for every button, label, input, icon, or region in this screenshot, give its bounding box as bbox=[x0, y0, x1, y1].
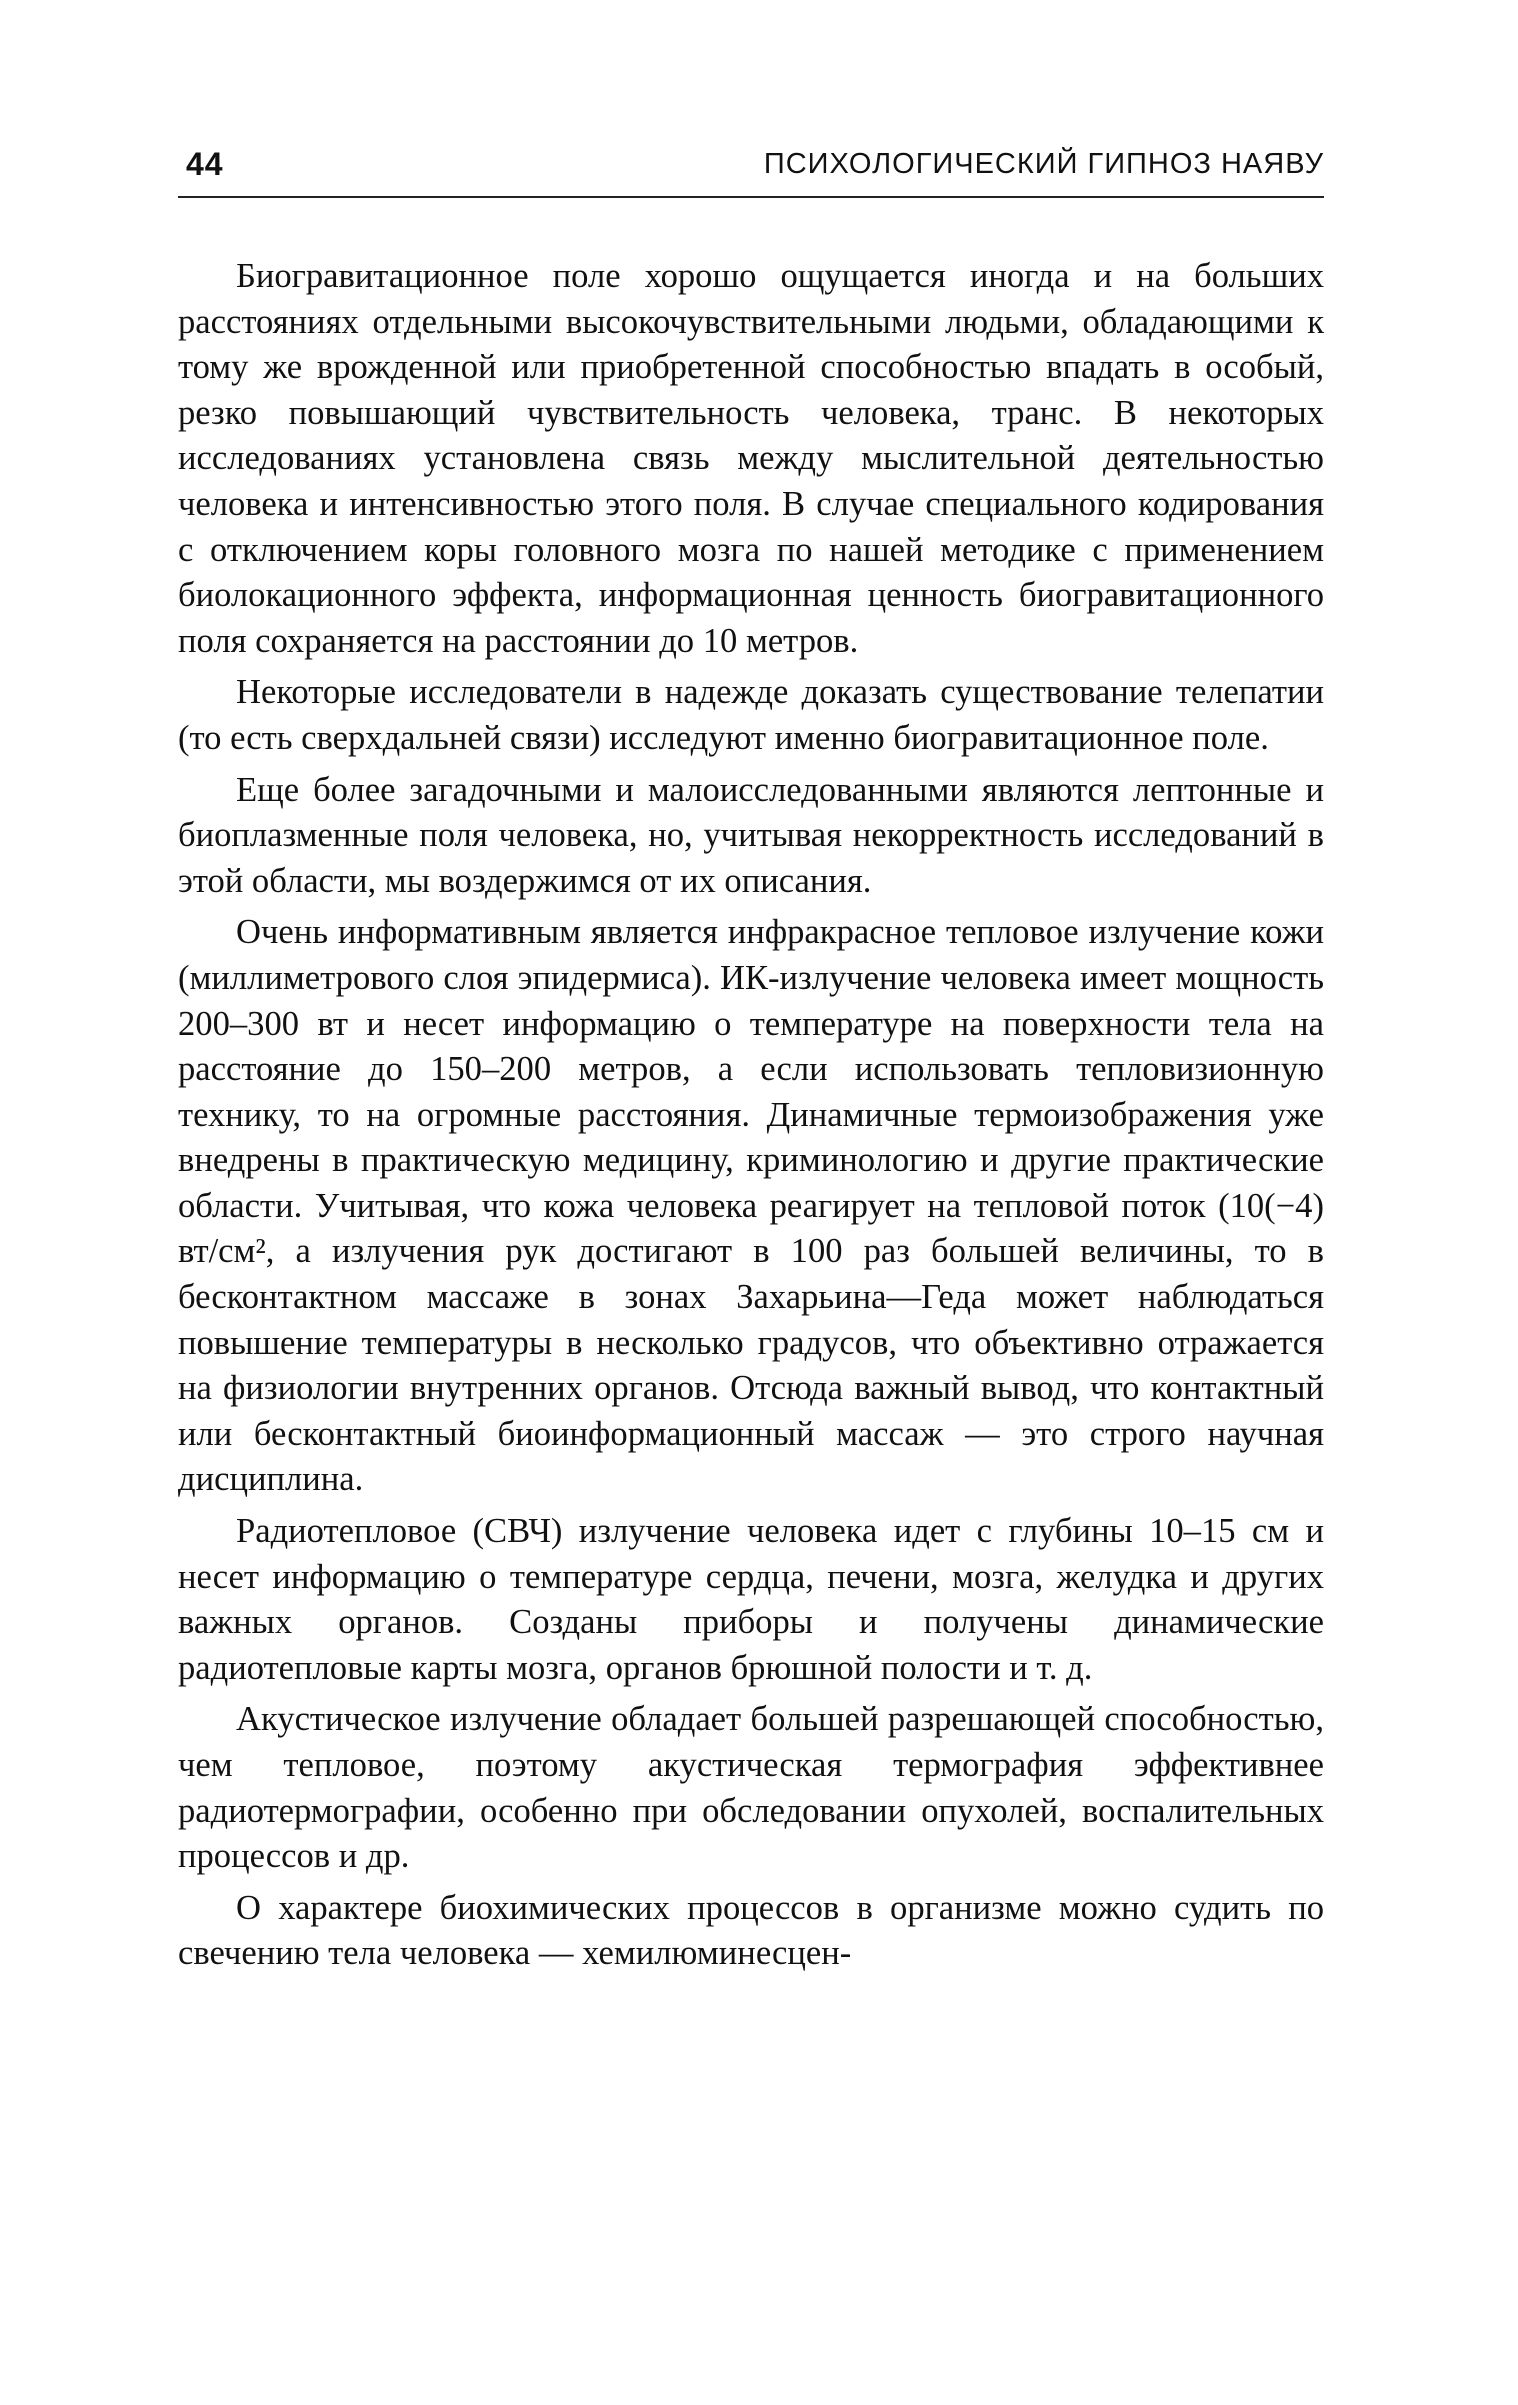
book-page bbox=[178, 140, 1324, 1983]
paragraph: Биогравитационное поле хорошо ощущается иногда и на больших расстояниях отдельными высокочувствительными людьми, обладающими к тому же врожденной или приобретенной способностью впадать в особый, резко повышающий чувствительность человека, транс. В некоторых исследованиях установлена связь между мыслительной деятельностью человека и интенсивностью этого поля. В случае специального кодирования с отключением коры головного мозга по нашей методике с применением биолокационного эффекта, информационная ценность биогравитационного поля сохраняется на расстоянии до 10 метров. bbox=[178, 257, 1324, 660]
running-header bbox=[178, 140, 1324, 198]
page-number: 44 bbox=[186, 146, 224, 182]
paragraph: Еще более загадочными и малоисследованными являются лептонные и биоплазменные поля человека, но, учитывая некорректность исследований в этой области, мы воздержимся от их описания. bbox=[178, 770, 1324, 900]
paragraph: Очень информативным является инфракрасное тепловое излучение кожи (миллиметрового слоя эпидермиса). ИК-излучение человека имеет мощность 200–300 вт и несет информацию о температуре на поверхности тела на расстояние до 150–200 метров, а если использовать тепловизионную технику, то на огромные расстояния. Динамичные термоизображения уже внедрены в практическую медицину, криминологию и другие практические области. Учитывая, что кожа человека реагирует на тепловой поток (10(−4) вт/см², а излучения рук достигают в 100 раз большей величины, то в бесконтактном массаже в зонах Захарьина—Геда может наблюдаться повышение температуры в несколько градусов, что объективно отражается на физиологии внутренних органов. Отсюда важный вывод, что контактный или бесконтактный биоинформационный массаж — это строго научная дисциплина. bbox=[178, 913, 1324, 1499]
paragraph: Акустическое излучение обладает большей разрешающей способностью, чем тепловое, поэтому акустическая термография эффективнее радиотермографии, особенно при обследовании опухолей, воспалительных процессов и др. bbox=[178, 1700, 1324, 1876]
running-title: ПСИХОЛОГИЧЕСКИЙ ГИПНОЗ НАЯВУ bbox=[763, 148, 1324, 180]
body-text bbox=[178, 254, 1324, 1977]
paragraph: Некоторые исследователи в надежде доказать существование телепатии (то есть сверхдальней связи) исследуют именно биогравитационное поле. bbox=[178, 673, 1324, 757]
paragraph: О характере биохимических процессов в организме можно судить по свечению тела человека — хемилюминесцен- bbox=[178, 1888, 1324, 1973]
paragraph: Радиотепловое (СВЧ) излучение человека идет с глубины 10–15 см и несет информацию о температуре сердца, печени, мозга, желудка и других важных органов. Созданы приборы и получены динамические радиотепловые карты мозга, органов брюшной полости и т. д. bbox=[178, 1512, 1324, 1687]
